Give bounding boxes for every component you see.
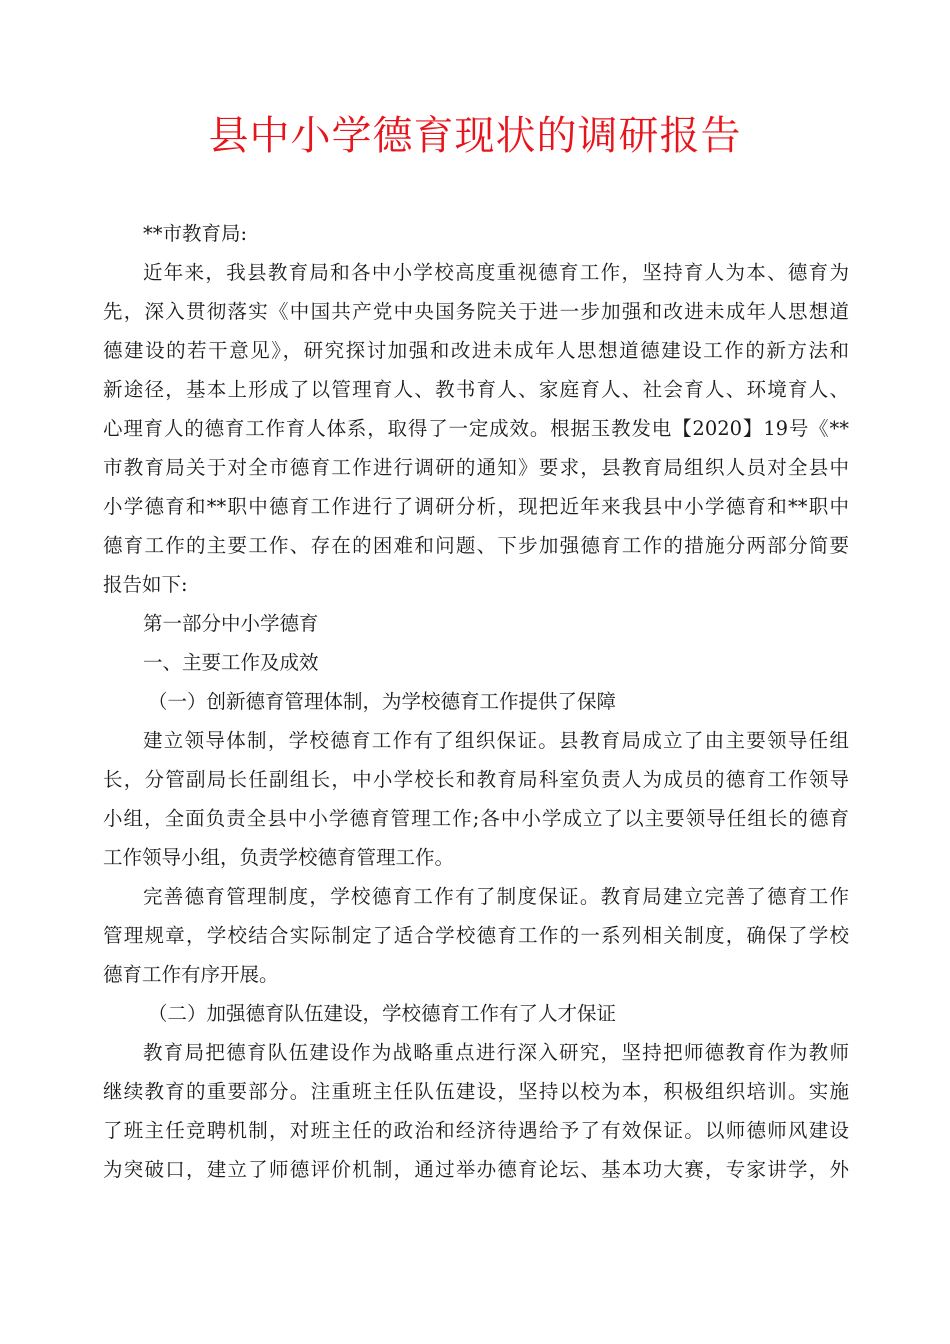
document-title: 县中小学德育现状的调研报告 [208, 113, 742, 159]
paragraph-line: 小学德育和**职中德育工作进行了调研分析，现把近年来我县中小学德育和**职中 [103, 495, 849, 518]
paragraph-line: 近年来，我县教育局和各中小学校高度重视德育工作，坚持育人为本、德育为 [143, 261, 849, 284]
subsection-heading: （二）加强德育队伍建设，学校德育工作有了人才保证 [148, 1002, 617, 1025]
section-heading: 第一部分中小学德育 [143, 612, 319, 635]
paragraph-line: 了班主任竞聘机制，对班主任的政治和经济待遇给予了有效保证。以师德师风建设 [103, 1119, 849, 1142]
document-body [103, 214, 849, 1189]
section-heading: 一、主要工作及成效 [143, 651, 319, 674]
paragraph-line: 先，深入贯彻落实《中国共产党中央国务院关于进一步加强和改进未成年人思想道 [103, 300, 849, 323]
paragraph-line: 为突破口，建立了师德评价机制，通过举办德育论坛、基本功大赛，专家讲学，外 [103, 1158, 849, 1181]
paragraph-line: 市教育局关于对全市德育工作进行调研的通知》要求，县教育局组织人员对全县中 [103, 456, 849, 479]
paragraph-line: 完善德育管理制度，学校德育工作有了制度保证。教育局建立完善了德育工作 [143, 885, 849, 908]
paragraph-line: 管理规章，学校结合实际制定了适合学校德育工作的一系列相关制度，确保了学校 [103, 924, 849, 947]
paragraph-line: 德育工作有序开展。 [103, 963, 279, 986]
paragraph-line: 德育工作的主要工作、存在的困难和问题、下步加强德育工作的措施分两部分简要 [103, 534, 849, 557]
subsection-heading: （一）创新德育管理体制，为学校德育工作提供了保障 [148, 690, 617, 713]
paragraph-line: 新途径，基本上形成了以管理育人、教书育人、家庭育人、社会育人、环境育人、 [103, 378, 849, 401]
salutation-line: **市教育局: [143, 222, 248, 245]
paragraph-line: 德建设的若干意见》，研究探讨加强和改进未成年人思想道德建设工作的新方法和 [103, 339, 849, 362]
paragraph-line: 心理育人的德育工作育人体系，取得了一定成效。根据玉教发电【2020】19号《** [103, 417, 849, 440]
paragraph-line: 报告如下: [103, 573, 188, 596]
paragraph-line: 继续教育的重要部分。注重班主任队伍建设，坚持以校为本，积极组织培训。实施 [103, 1080, 849, 1103]
paragraph-line: 教育局把德育队伍建设作为战略重点进行深入研究，坚持把师德教育作为教师 [143, 1041, 849, 1064]
paragraph-line: 建立领导体制，学校德育工作有了组织保证。县教育局成立了由主要领导任组 [143, 729, 849, 752]
paragraph-line: 工作领导小组，负责学校德育管理工作。 [103, 846, 455, 869]
paragraph-line: 长，分管副局长任副组长，中小学校长和教育局科室负责人为成员的德育工作领导 [103, 768, 849, 791]
paragraph-line: 小组，全面负责全县中小学德育管理工作;各中小学成立了以主要领导任组长的德育 [103, 807, 849, 830]
